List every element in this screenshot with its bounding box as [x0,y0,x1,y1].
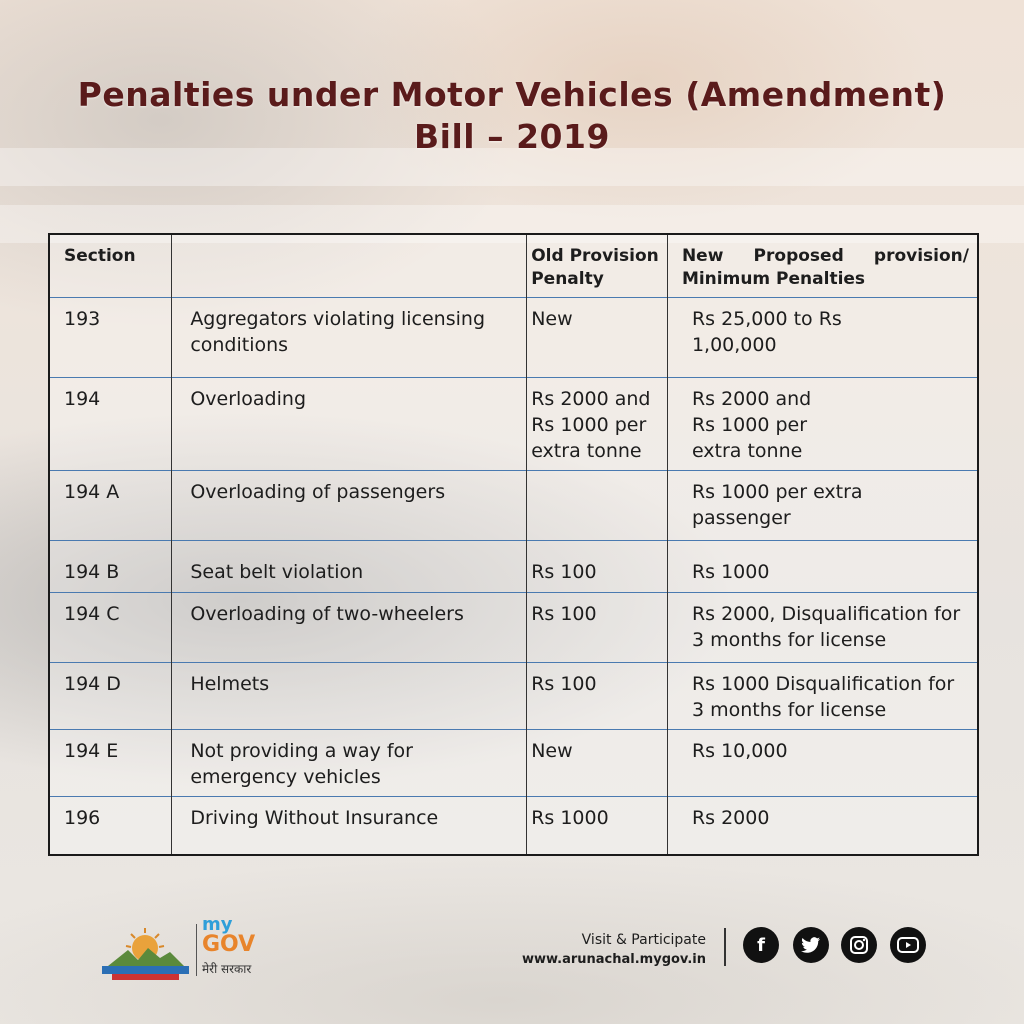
cell-new-penalty: Rs 1000 per extra passenger [667,471,978,541]
page-title [40,74,984,158]
mygov-tagline: मेरी सरकार [202,962,252,976]
cell-offence: Overloading [172,378,527,471]
cell-old-penalty: New [527,730,668,797]
table-row [49,471,978,541]
cell-section: 196 [49,797,172,855]
youtube-icon[interactable] [890,927,926,963]
cell-old-penalty: Rs 100 [527,593,668,663]
footer [0,910,1024,990]
visit-block [522,930,706,970]
title-line-1: Penalties under Motor Vehicles (Amendment) [77,75,947,114]
header-offence [172,234,527,298]
cell-new-penalty: Rs 1000 [667,541,978,593]
cell-old-penalty: New [527,298,668,378]
cell-offence: Aggregators violating licensing conditions [172,298,527,378]
table-row [49,663,978,730]
cell-offence: Driving Without Insurance [172,797,527,855]
table-row [49,797,978,855]
cell-old-penalty [527,471,668,541]
table-row [49,593,978,663]
cell-new-penalty: Rs 1000 Disqualification for 3 months for license [667,663,978,730]
cell-section: 194 B [49,541,172,593]
table-row [49,730,978,797]
cell-old-penalty: Rs 2000 and Rs 1000 per extra tonne [527,378,668,471]
logo-divider [196,924,197,976]
cell-new-penalty: Rs 10,000 [667,730,978,797]
cell-old-penalty: Rs 100 [527,541,668,593]
penalties-table [48,233,979,856]
twitter-icon[interactable] [793,927,829,963]
arunachal-pradesh-emblem-icon [98,922,193,982]
cell-section: 194 D [49,663,172,730]
cell-offence: Not providing a way for emergency vehicles [172,730,527,797]
cell-old-penalty: Rs 1000 [527,797,668,855]
table-row [49,298,978,378]
instagram-icon[interactable] [841,927,877,963]
cell-section: 194 A [49,471,172,541]
header-section: Section [64,246,136,266]
social-divider [724,928,726,966]
cell-offence: Overloading of passengers [172,471,527,541]
visit-label: Visit & Participate [581,932,706,948]
cell-offence: Helmets [172,663,527,730]
cell-new-penalty: Rs 2000, Disqualification for 3 months for license [667,593,978,663]
header-new-provision: New Proposed provision/ Minimum Penalties [667,234,978,298]
cell-new-penalty: Rs 2000 and Rs 1000 per extra tonne [667,378,978,471]
title-line-2: Bill – 2019 [414,117,610,156]
cell-section: 194 [49,378,172,471]
mygov-logo [202,916,255,977]
cell-offence: Seat belt violation [172,541,527,593]
cell-old-penalty: Rs 100 [527,663,668,730]
cell-section: 194 E [49,730,172,797]
cell-section: 194 C [49,593,172,663]
mygov-my: my [202,914,233,935]
header-old-provision: Old Provision Penalty [527,234,668,298]
cell-section: 193 [49,298,172,378]
cell-new-penalty: Rs 2000 [667,797,978,855]
cell-offence: Overloading of two-wheelers [172,593,527,663]
cell-new-penalty: Rs 25,000 to Rs 1,00,000 [667,298,978,378]
visit-url[interactable]: www.arunachal.mygov.in [521,952,706,967]
table-row [49,541,978,593]
facebook-icon[interactable]: f [743,927,779,963]
mygov-gov: GOV [202,932,256,957]
table-row [49,378,978,471]
table-header-row [49,234,978,298]
